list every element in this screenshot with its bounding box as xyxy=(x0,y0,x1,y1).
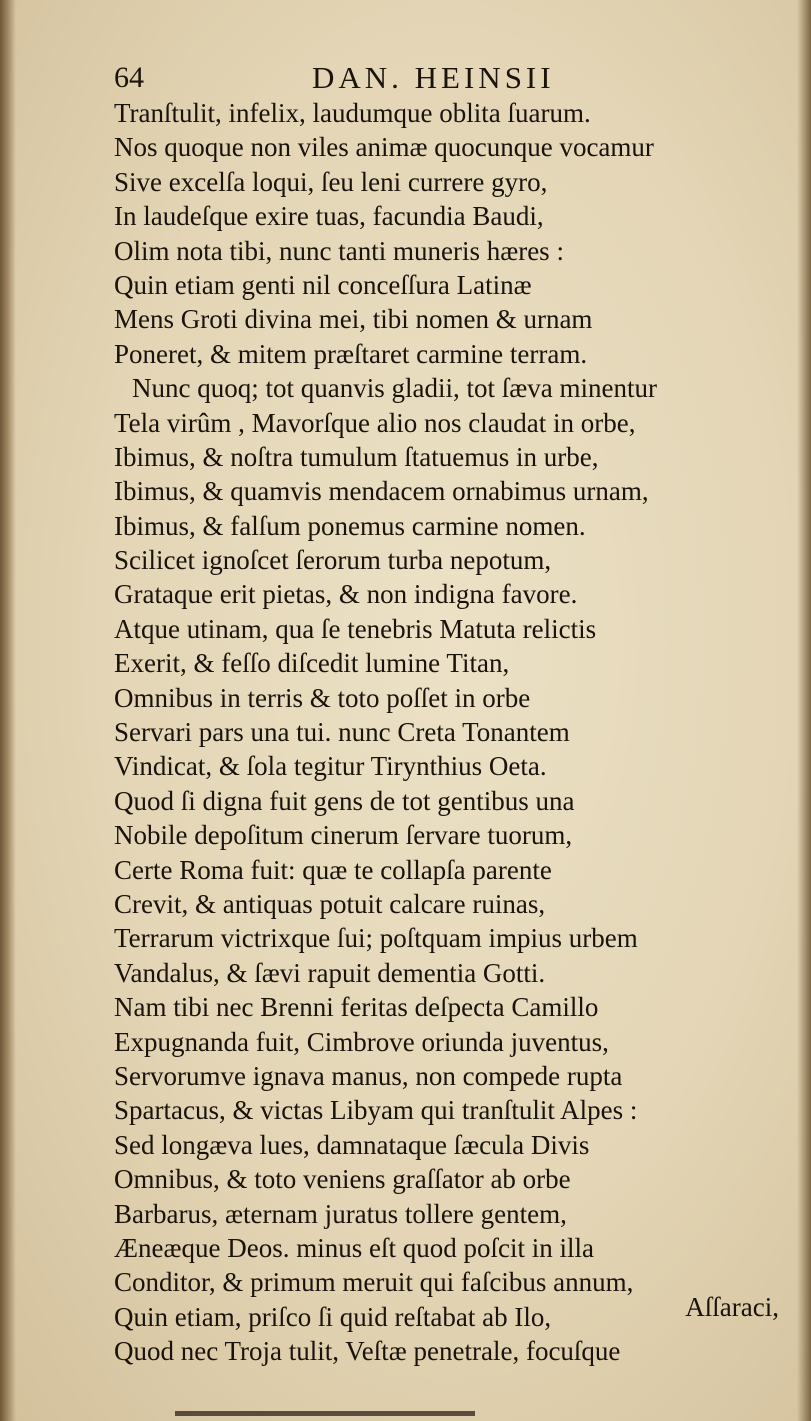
verse-line: Nunc quoq; tot quanvis gladii, tot ſæva minentur xyxy=(132,373,657,404)
verse-line: Tranſtulit, infelix, laudumque oblita ſuarum. xyxy=(114,98,591,128)
verse-line: Atque utinam, qua ſe tenebris Matuta relictis xyxy=(114,613,597,644)
verse-line: Ibimus, & falſum ponemus carmine nomen. xyxy=(114,510,586,541)
verse-line: In laudeſque exire tuas, facundia Baudi, xyxy=(114,201,544,232)
verse-line: Quod nec Troja tulit, Veſtæ penetrale, focuſque xyxy=(114,1336,621,1367)
verse-line: Terrarum victrixque ſui; poſtquam impius urbem xyxy=(114,923,638,954)
verse-line: Vindicat, & ſola tegitur Tirynthius Oeta. xyxy=(114,751,547,782)
bottom-rule xyxy=(175,1411,475,1416)
verse-line: Exerit, & feſſo diſcedit lumine Titan, xyxy=(114,648,510,679)
verse-line: Barbarus, æternam juratus tollere gentem, xyxy=(114,1198,567,1229)
verse-line: Poneret, & mitem præſtaret carmine terram. xyxy=(114,338,588,369)
running-head xyxy=(114,58,594,98)
verse-line: Quin etiam, priſco ſi quid reſtabat ab Ilo, xyxy=(114,1301,552,1332)
verse-line: Vandalus, & ſævi rapuit dementia Gotti. xyxy=(114,957,546,988)
verse-line: Nos quoque non viles animæ quocunque vocamur xyxy=(114,132,654,163)
verse-line: Spartacus, & victas Libyam qui tranſtulit Alpes : xyxy=(114,1095,638,1126)
verse-line: Grataque erit pietas, & non indigna favore. xyxy=(114,579,578,610)
verse-line: Ibimus, & noſtra tumulum ſtatuemus in urbe, xyxy=(114,441,599,472)
verse-line: Servorumve ignava manus, non compede rupta xyxy=(114,1060,623,1091)
page-right-edge xyxy=(797,0,811,1421)
verse-text xyxy=(114,96,774,1368)
verse-line: Æneæque Deos. minus eſt quod poſcit in illa xyxy=(114,1232,594,1263)
verse-line: Nam tibi nec Brenni feritas deſpecta Camillo xyxy=(114,992,599,1023)
verse-line: Conditor, & primum meruit qui faſcibus annum, xyxy=(114,1267,634,1298)
page-number: 64 xyxy=(114,61,144,94)
verse-line: Omnibus in terris & toto poſſet in orbe xyxy=(114,682,531,713)
running-title: DAN. HEINSII xyxy=(312,60,555,95)
verse-line: Scilicet ignoſcet ſerorum turba nepotum, xyxy=(114,545,552,576)
verse-line: Quod ſi digna fuit gens de tot gentibus una xyxy=(114,785,575,816)
verse-line: Tela virûm , Mavorſque alio nos claudat in orbe, xyxy=(114,407,636,438)
page-left-edge xyxy=(0,0,16,1421)
verse-line: Nobile depoſitum cinerum ſervare tuorum, xyxy=(114,820,573,851)
verse-line: Expugnanda fuit, Cimbrove oriunda juventus, xyxy=(114,1026,609,1057)
verse-line: Servari pars una tui. nunc Creta Tonantem xyxy=(114,717,570,748)
verse-line: Quin etiam genti nil conceſſura Latinæ xyxy=(114,269,532,300)
verse-line: Olim nota tibi, nunc tanti muneris hæres : xyxy=(114,235,564,266)
catchword: Aſſaraci, xyxy=(685,1292,779,1322)
verse-line: Omnibus, & toto veniens graſſator ab orbe xyxy=(114,1164,571,1195)
verse-line: Sive excelſa loqui, ſeu leni currere gyro, xyxy=(114,166,548,197)
verse-line: Crevit, & antiquas potuit calcare ruinas, xyxy=(114,888,546,919)
verse-line: Certe Roma fuit: quæ te collapſa parente xyxy=(114,854,552,885)
verse-line: Ibimus, & quamvis mendacem ornabimus urnam, xyxy=(114,476,649,507)
verse-line: Mens Groti divina mei, tibi nomen & urnam xyxy=(114,304,593,335)
verse-line: Sed longæva lues, damnataque ſæcula Divis xyxy=(114,1129,590,1160)
